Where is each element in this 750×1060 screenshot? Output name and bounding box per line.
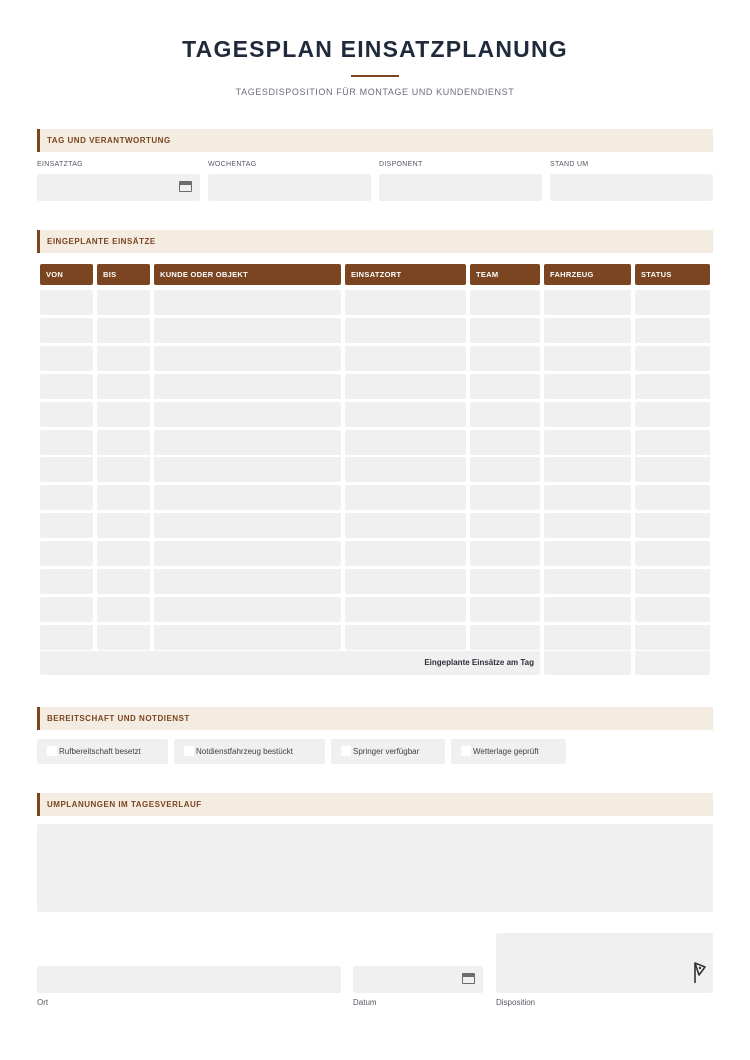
checkbox-notdienstfahrzeug[interactable]	[174, 739, 325, 764]
summary-status-cell[interactable]	[635, 651, 710, 675]
label-einsatztag: EINSATZTAG	[37, 161, 83, 168]
checkbox-rufbereitschaft[interactable]	[37, 739, 168, 764]
table-cell-kunde[interactable]	[154, 346, 341, 371]
page-subtitle: TAGESDISPOSITION FÜR MONTAGE UND KUNDENDIENST	[235, 87, 515, 97]
table-cell-von[interactable]	[40, 541, 93, 566]
table-cell-einsatzort[interactable]	[345, 430, 466, 455]
table-cell-status[interactable]	[635, 318, 710, 343]
table-cell-fahrzeug[interactable]	[544, 374, 631, 399]
einsatztag-field[interactable]	[37, 174, 200, 201]
section-header-jobs: EINGEPLANTE EINSÄTZE	[37, 230, 713, 253]
table-cell-status[interactable]	[635, 597, 710, 622]
section-header-standby: BEREITSCHAFT UND NOTDIENST	[37, 707, 713, 730]
ort-label: Ort	[37, 998, 49, 1007]
page-title: TAGESPLAN EINSATZPLANUNG	[182, 36, 568, 62]
checkbox-springer[interactable]	[331, 739, 445, 764]
table-cell-einsatzort[interactable]	[345, 597, 466, 622]
section-header-changes: UMPLANUNGEN IM TAGESVERLAUF	[37, 793, 713, 816]
calendar-icon[interactable]	[179, 181, 192, 192]
table-cell-status[interactable]	[635, 485, 710, 510]
pen-icon[interactable]	[693, 961, 707, 985]
checkbox-label: Rufbereitschaft besetzt	[59, 747, 141, 756]
table-cell-von[interactable]	[40, 569, 93, 594]
disponent-field[interactable]	[379, 174, 542, 201]
table-cell-einsatzort[interactable]	[345, 541, 466, 566]
table-cell-kunde[interactable]	[154, 457, 341, 482]
table-cell-bis[interactable]	[97, 374, 150, 399]
table-cell-kunde[interactable]	[154, 290, 341, 315]
table-cell-bis[interactable]	[97, 318, 150, 343]
table-cell-von[interactable]	[40, 402, 93, 427]
table-cell-bis[interactable]	[97, 597, 150, 622]
datum-field[interactable]	[353, 966, 483, 993]
disposition-label: Disposition	[496, 998, 536, 1007]
column-header-von: VON	[40, 264, 93, 285]
checkbox-label: Wetterlage geprüft	[473, 747, 539, 756]
title-rule	[351, 75, 399, 77]
table-cell-einsatzort[interactable]	[345, 402, 466, 427]
table-cell-kunde[interactable]	[154, 541, 341, 566]
table-cell-einsatzort[interactable]	[345, 374, 466, 399]
table-cell-fahrzeug[interactable]	[544, 513, 631, 538]
table-cell-bis[interactable]	[97, 569, 150, 594]
checkbox-label: Springer verfügbar	[353, 747, 420, 756]
table-cell-status[interactable]	[635, 457, 710, 482]
table-cell-kunde[interactable]	[154, 318, 341, 343]
table-cell-von[interactable]	[40, 597, 93, 622]
table-cell-team[interactable]	[470, 513, 540, 538]
table-cell-einsatzort[interactable]	[345, 346, 466, 371]
table-cell-bis[interactable]	[97, 290, 150, 315]
table-cell-status[interactable]	[635, 402, 710, 427]
label-wochentag: WOCHENTAG	[208, 161, 257, 168]
table-cell-fahrzeug[interactable]	[544, 430, 631, 455]
column-header-einsatzort: EINSATZORT	[345, 264, 466, 285]
table-cell-fahrzeug[interactable]	[544, 541, 631, 566]
table-cell-kunde[interactable]	[154, 430, 341, 455]
label-stand-um: STAND UM	[550, 161, 589, 168]
column-header-kunde: KUNDE ODER OBJEKT	[154, 264, 341, 285]
stand-um-field[interactable]	[550, 174, 713, 201]
table-cell-kunde[interactable]	[154, 402, 341, 427]
table-cell-team[interactable]	[470, 318, 540, 343]
table-cell-kunde[interactable]	[154, 597, 341, 622]
table-cell-einsatzort[interactable]	[345, 485, 466, 510]
table-cell-von[interactable]	[40, 485, 93, 510]
table-cell-von[interactable]	[40, 513, 93, 538]
checkbox-label: Notdienstfahrzeug bestückt	[196, 747, 293, 756]
wochentag-field[interactable]	[208, 174, 371, 201]
table-cell-von[interactable]	[40, 346, 93, 371]
table-cell-bis[interactable]	[97, 457, 150, 482]
table-cell-fahrzeug[interactable]	[544, 457, 631, 482]
disposition-signature-field[interactable]	[496, 933, 713, 993]
table-cell-fahrzeug[interactable]	[544, 485, 631, 510]
table-cell-einsatzort[interactable]	[345, 513, 466, 538]
umplanungen-textarea[interactable]	[37, 824, 713, 912]
table-cell-von[interactable]	[40, 290, 93, 315]
table-cell-team[interactable]	[470, 569, 540, 594]
column-header-bis: BIS	[97, 264, 150, 285]
table-cell-status[interactable]	[635, 569, 710, 594]
table-cell-status[interactable]	[635, 541, 710, 566]
label-disponent: DISPONENT	[379, 161, 423, 168]
table-cell-bis[interactable]	[97, 402, 150, 427]
table-cell-team[interactable]	[470, 430, 540, 455]
table-cell-einsatzort[interactable]	[345, 290, 466, 315]
table-cell-einsatzort[interactable]	[345, 318, 466, 343]
calendar-icon[interactable]	[462, 973, 475, 984]
table-cell-kunde[interactable]	[154, 513, 341, 538]
table-cell-kunde[interactable]	[154, 485, 341, 510]
checkbox-box[interactable]	[184, 746, 194, 756]
table-cell-von[interactable]	[40, 318, 93, 343]
table-cell-status[interactable]	[635, 513, 710, 538]
table-cell-von[interactable]	[40, 430, 93, 455]
table-cell-bis[interactable]	[97, 541, 150, 566]
table-cell-von[interactable]	[40, 625, 93, 650]
table-cell-kunde[interactable]	[154, 569, 341, 594]
table-cell-fahrzeug[interactable]	[544, 625, 631, 650]
checkbox-box[interactable]	[341, 746, 351, 756]
ort-field[interactable]	[37, 966, 341, 993]
table-cell-bis[interactable]	[97, 346, 150, 371]
table-cell-fahrzeug[interactable]	[544, 402, 631, 427]
column-header-fahrzeug: FAHRZEUG	[544, 264, 631, 285]
table-cell-status[interactable]	[635, 290, 710, 315]
table-cell-status[interactable]	[635, 374, 710, 399]
table-cell-team[interactable]	[470, 485, 540, 510]
table-cell-team[interactable]	[470, 346, 540, 371]
table-cell-status[interactable]	[635, 625, 710, 650]
section-header-day: TAG UND VERANTWORTUNG	[37, 129, 713, 152]
summary-label: Eingeplante Einsätze am Tag	[40, 651, 540, 675]
table-cell-bis[interactable]	[97, 513, 150, 538]
table-cell-einsatzort[interactable]	[345, 625, 466, 650]
table-cell-einsatzort[interactable]	[345, 457, 466, 482]
checkbox-box[interactable]	[47, 746, 57, 756]
table-cell-team[interactable]	[470, 541, 540, 566]
table-cell-kunde[interactable]	[154, 625, 341, 650]
summary-fahrzeug-cell[interactable]	[544, 651, 631, 675]
column-header-status: STATUS	[635, 264, 710, 285]
table-cell-team[interactable]	[470, 290, 540, 315]
checkbox-wetterlage[interactable]	[451, 739, 566, 764]
table-cell-fahrzeug[interactable]	[544, 597, 631, 622]
table-cell-bis[interactable]	[97, 430, 150, 455]
table-cell-team[interactable]	[470, 402, 540, 427]
table-cell-bis[interactable]	[97, 625, 150, 650]
table-cell-fahrzeug[interactable]	[544, 346, 631, 371]
table-cell-von[interactable]	[40, 374, 93, 399]
checkbox-box[interactable]	[461, 746, 471, 756]
table-cell-bis[interactable]	[97, 485, 150, 510]
table-cell-status[interactable]	[635, 346, 710, 371]
table-cell-fahrzeug[interactable]	[544, 569, 631, 594]
table-cell-kunde[interactable]	[154, 374, 341, 399]
column-header-team: TEAM	[470, 264, 540, 285]
table-cell-team[interactable]	[470, 374, 540, 399]
table-cell-fahrzeug[interactable]	[544, 290, 631, 315]
table-cell-team[interactable]	[470, 597, 540, 622]
table-cell-fahrzeug[interactable]	[544, 318, 631, 343]
table-cell-team[interactable]	[470, 625, 540, 650]
table-cell-einsatzort[interactable]	[345, 569, 466, 594]
table-cell-status[interactable]	[635, 430, 710, 455]
table-cell-von[interactable]	[40, 457, 93, 482]
datum-label: Datum	[353, 998, 377, 1007]
table-cell-team[interactable]	[470, 457, 540, 482]
